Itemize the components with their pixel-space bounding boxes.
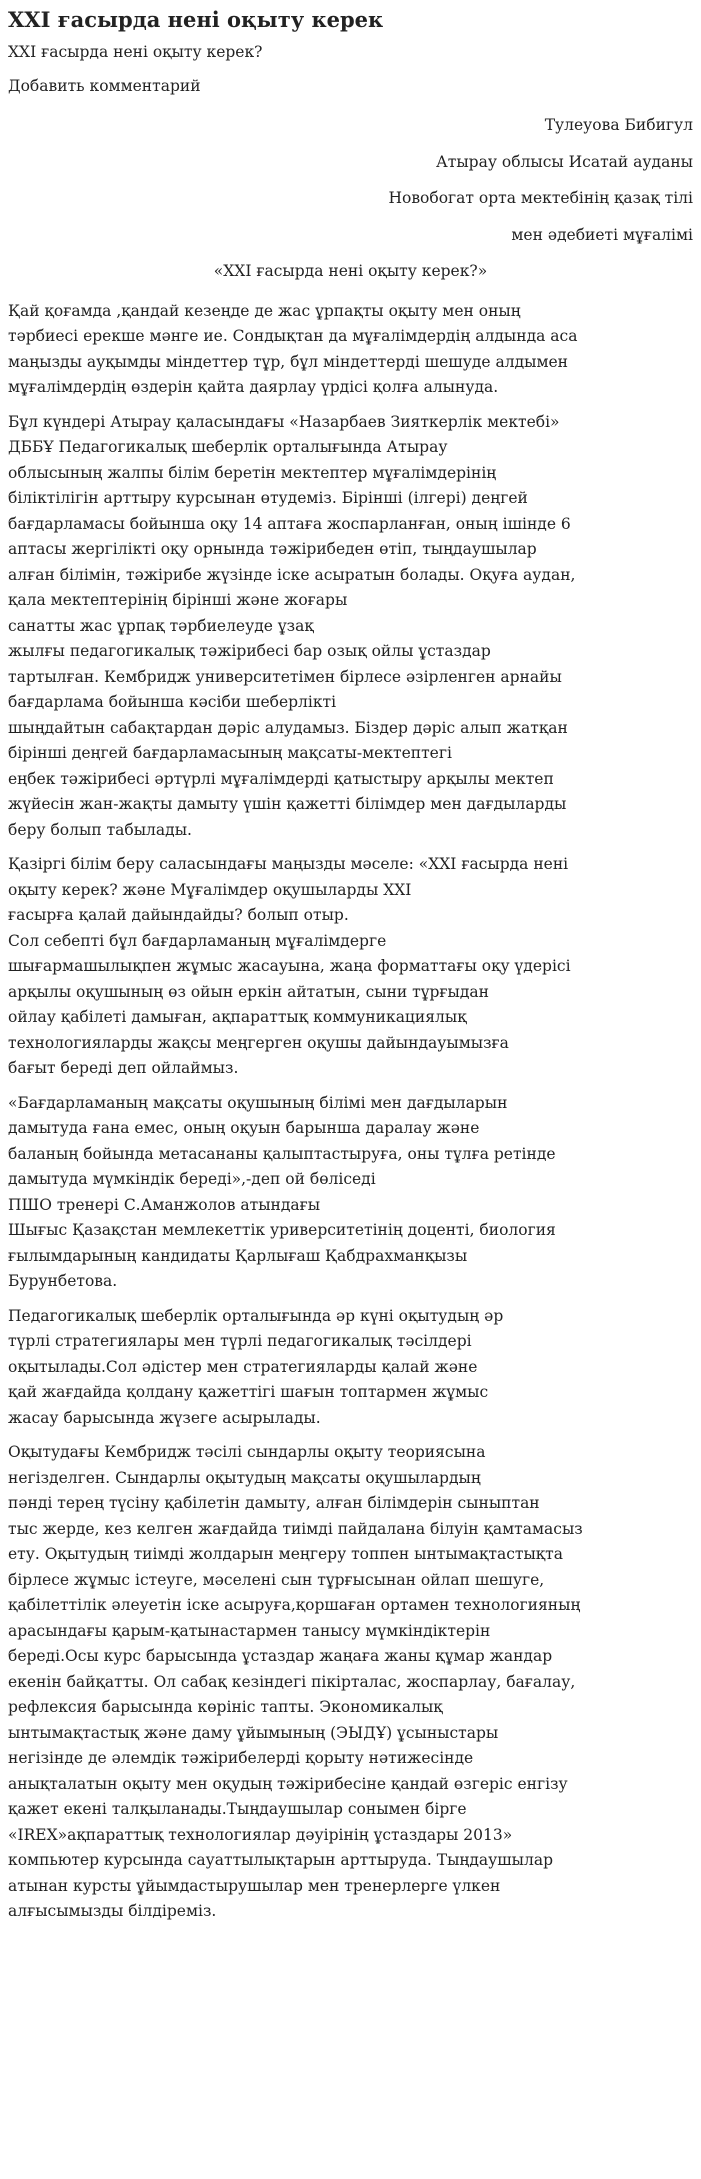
paragraph-line: пәнді терең түсіну қабілетін дамыту, алған білімдерін сыныптан [8,1494,540,1512]
paragraph-line: облысының жалпы білім беретін мектептер мұғалімдерінің [8,463,497,482]
paragraph-line: анықталатын оқыту мен оқудың тәжірибесіне қандай өзгеріс енгізу [8,1774,568,1793]
paragraph-line: Бұл күндері Атырау қаласындағы «Назарбаев Зияткерлік мектебі» [8,412,560,431]
paragraph-line: ойлау қабілеті дамыған, ақпараттық коммуникациялық [8,1008,467,1026]
paragraph-line: екенін байқатты. Ол сабақ кезіндегі пікірталас, жоспарлау, бағалау, [8,1672,576,1691]
paragraph-line: Қай қоғамда ,қандай кезеңде де жас ұрпақты оқыту мен оның [8,301,521,320]
paragraph-line: арасындағы қарым-қатынастармен танысу мүмкіндіктерін [8,1621,491,1640]
paragraph-line: ғылымдарының кандидаты Қарлығаш Қабдрахманқызы [8,1246,468,1265]
paragraph-line: Шығыс Қазақстан мемлекеттік уриверситетінің доценті, биология [8,1221,556,1239]
paragraph-line: ғасырға қалай дайындайды? болып отыр. [8,906,349,924]
paragraph-line: Бурунбетова. [8,1272,118,1290]
paragraph-line: тыс жерде, кез келген жағдайда тиімді пайдалана білуін қамтамасыз [8,1519,583,1538]
paragraph-line: санатты жас ұрпақ тәрбиелеуде ұзақ [8,616,314,635]
article-subtitle: XXI ғасырда нені оқыту керек? [8,43,263,61]
author-position: мен әдебиеті мұғалімі [511,225,693,244]
paragraph-line: жасау барысында жүзеге асырылады. [8,1408,321,1427]
paragraph-line: тәрбиесі ерекше мәнге ие. Сондықтан да мұғалімдердің алдында аса [8,327,578,345]
paragraph-line: «IREX»ақпараттық технологиялар дәуірінің ұстаздары 2013» [8,1825,513,1844]
paragraph-line: қажет екені талқыланады.Тыңдаушылар сонымен бірге [8,1800,467,1818]
author-name: Тулеуова Бибигул [544,116,693,134]
paragraph [8,299,693,401]
paragraph-line: Оқытудағы Кембридж тәсілі сындарлы оқыту теориясына [8,1443,486,1461]
paragraph [8,1304,693,1432]
paragraph-line: қай жағдайда қолдану қажеттігі шағын топтармен жұмыс [8,1383,489,1401]
paragraph-line: атынан курсты ұйымдастырушылар мен тренерлерге үлкен [8,1876,501,1895]
paragraph-line: ДББҰ Педагогикалық шеберлік орталығында Атырау [8,438,448,456]
paragraph-line: Қазіргі білім беру саласындағы маңызды мәселе: «XXI ғасырда нені [8,855,569,873]
paragraph-line: оқыту керек? және Мұғалімдер оқушыларды XXI [8,880,412,899]
paragraph-line: қала мектептерінің бірінші және жоғары [8,591,348,609]
paragraph-line: шығармашылықпен жұмыс жасауына, жаңа форматтағы оқу үдерісі [8,957,571,975]
article-title: XXI ғасырда нені оқыту керек [8,7,384,32]
paragraph-line: баланың бойында метасананы қалыптастыруға, оны тұлға ретінде [8,1144,556,1163]
article-body [8,299,693,1925]
paragraph-line: жылғы педагогикалық тәжірибесі бар озық ойлы ұстаздар [8,642,491,660]
paragraph-line: арқылы оқушының өз ойын еркін айтатын, сыни тұрғыдан [8,982,489,1001]
paragraph-line: дамытуда мүмкіндік береді»,-деп ой бөліседі [8,1170,376,1188]
paragraph-line: жүйесін жан-жақты дамыту үшін қажетті білімдер мен дағдыларды [8,795,567,813]
paragraph-line: технологияларды жақсы меңгерген оқушы дайындауымызға [8,1033,509,1052]
paragraph-line: Сол себепті бұл бағдарламаның мұғалімдерге [8,931,387,950]
paragraph-line: негізінде де әлемдік тәжірибелерді қорыту нәтижесінде [8,1749,474,1767]
paragraph-line: бірлесе жұмыс істеуге, мәселені сын тұрғысынан ойлап шешуге, [8,1570,545,1589]
paragraph-line: ету. Оқытудың тиімді жолдарын меңгеру топпен ынтымақтастықта [8,1545,563,1563]
article-heading: «XXI ғасырда нені оқыту керек?» [213,262,488,280]
paragraph-line: негізделген. Сындарлы оқытудың мақсаты оқушылардың [8,1468,481,1487]
paragraph-line: береді.Осы курс барысында ұстаздар жаңаға жаны құмар жандар [8,1647,553,1665]
paragraph-line: аптасы жергілікті оқу орнында тәжірибеден өтіп, тыңдаушылар [8,540,537,558]
paragraph-line: дамытуда ғана емес, оның оқуын барынша даралау және [8,1119,480,1137]
author-school: Новобогат орта мектебінің қазақ тілі [388,189,693,207]
paragraph [8,1091,693,1295]
paragraph-line: алған білімін, тәжірибе жүзінде іске асыратын болады. Оқуға аудан, [8,565,576,584]
paragraph-line: алғысымызды білдіреміз. [8,1902,217,1920]
paragraph [8,410,693,844]
paragraph-line: «Бағдарламаның мақсаты оқушының білімі мен дағдыларын [8,1093,508,1112]
paragraph-line: шыңдайтын сабақтардан дәріс алудамыз. Біздер дәріс алып жатқан [8,718,568,737]
paragraph-line: бағыт береді деп ойлаймыз. [8,1059,239,1077]
paragraph-line: рефлексия барысында көрініс тапты. Экономикалық [8,1698,443,1716]
paragraph-line: бірінші деңгей бағдарламасының мақсаты-мектептегі [8,744,452,762]
paragraph [8,1440,693,1925]
paragraph-line: біліктілігін арттыру курсынан өтудеміз. Бірінші (ілгері) деңгей [8,489,528,507]
add-comment-link[interactable]: Добавить комментарий [8,76,201,95]
paragraph-line: түрлі стратегиялары мен түрлі педагогикалық тәсілдері [8,1332,472,1350]
paragraph-line: еңбек тәжірибесі әртүрлі мұғалімдерді қатыстыру арқылы мектеп [8,769,554,788]
paragraph-line: Педагогикалық шеберлік орталығында әр күні оқытудың әр [8,1306,504,1325]
author-region: Атырау облысы Исатай ауданы [436,152,693,171]
paragraph-line: маңызды ауқымды міндеттер тұр, бұл міндеттерді шешуде алдымен [8,352,569,371]
paragraph [8,852,693,1082]
paragraph-line: бағдарлама бойынша кәсіби шеберлікті [8,693,337,711]
paragraph-line: ПШО тренері С.Аманжолов атындағы [8,1195,321,1214]
paragraph-line: ынтымақтастық және даму ұйымының (ЭЫДҰ) ұсыныстары [8,1723,499,1742]
paragraph-line: оқытылады.Сол әдістер мен стратегияларды қалай және [8,1357,478,1376]
paragraph-line: мұғалімдердің өздерін қайта даярлау үрдісі қолға алынуда. [8,378,499,396]
paragraph-line: беру болып табылады. [8,820,192,839]
paragraph-line: компьютер курсында сауаттылықтарын арттыруда. Тыңдаушылар [8,1851,554,1869]
paragraph-line: бағдарламасы бойынша оқу 14 аптаға жоспарланған, оның ішінде 6 [8,514,571,533]
paragraph-line: тартылған. Кембридж университетімен бірлесе әзірленген арнайы [8,667,562,686]
paragraph-line: қабілеттілік әлеуетін іске асыруға,қоршаған ортамен технологияның [8,1596,581,1614]
